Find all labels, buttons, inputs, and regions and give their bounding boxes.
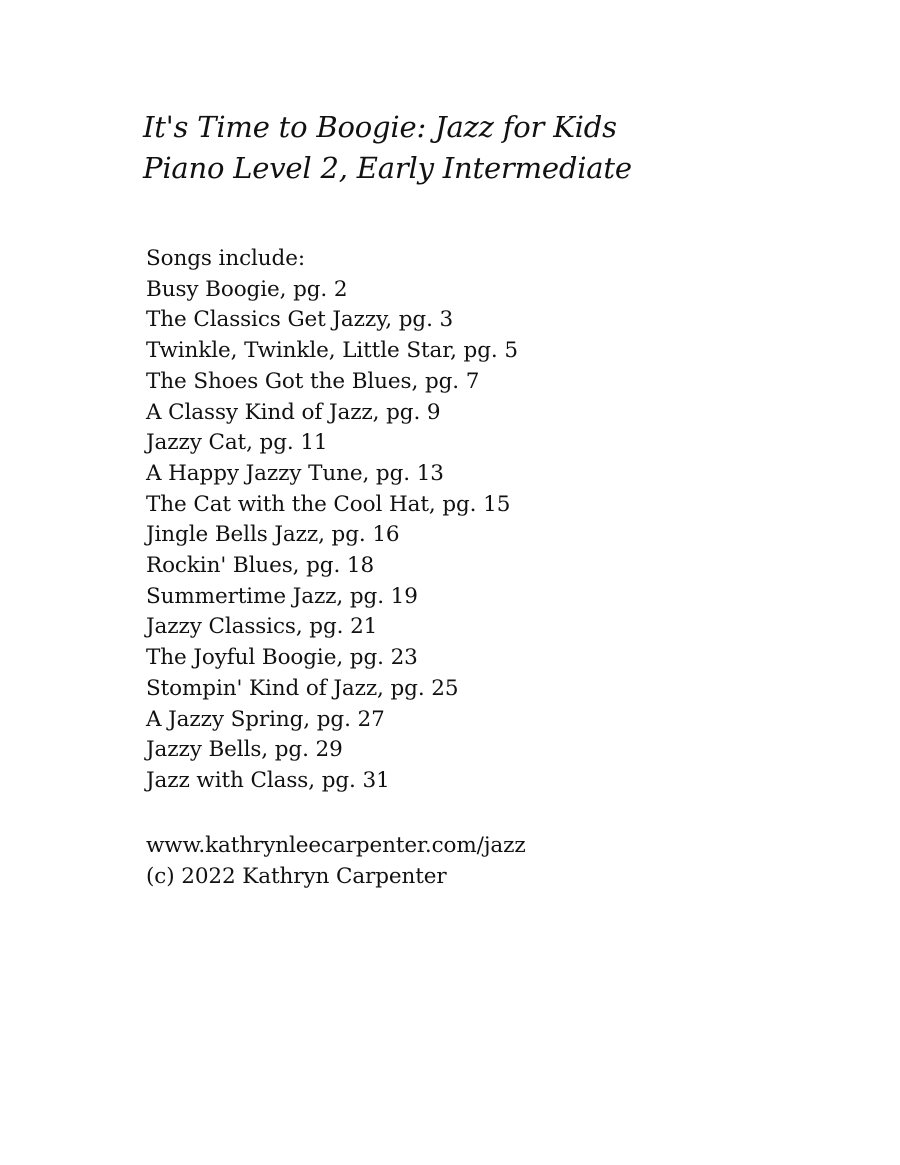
song-item: Jazz with Class, pg. 31: [146, 767, 390, 793]
song-item: Busy Boogie, pg. 2: [146, 276, 348, 302]
song-item: A Happy Jazzy Tune, pg. 13: [146, 460, 444, 486]
song-item: A Jazzy Spring, pg. 27: [146, 706, 385, 732]
song-item: Stompin' Kind of Jazz, pg. 25: [146, 675, 459, 701]
song-item: Rockin' Blues, pg. 18: [146, 553, 375, 579]
songs-heading: Songs include:: [146, 246, 305, 271]
song-item: Jazzy Bells, pg. 29: [146, 737, 343, 763]
footer-section: [146, 831, 846, 892]
song-item: Jingle Bells Jazz, pg. 16: [146, 522, 400, 548]
song-item: Twinkle, Twinkle, Little Star, pg. 5: [146, 338, 518, 364]
song-item: The Classics Get Jazzy, pg. 3: [146, 307, 454, 333]
website-url: www.kathrynleecarpenter.com/jazz: [146, 833, 526, 858]
song-list: [146, 275, 846, 797]
book-title: It's Time to Boogie: Jazz for Kids: [143, 110, 617, 144]
song-item: The Joyful Boogie, pg. 23: [146, 645, 418, 671]
song-item: The Cat with the Cool Hat, pg. 15: [146, 491, 511, 517]
song-item: Summertime Jazz, pg. 19: [146, 583, 418, 609]
title-block: [143, 107, 843, 189]
song-item: A Classy Kind of Jazz, pg. 9: [146, 399, 441, 425]
copyright-notice: (c) 2022 Kathryn Carpenter: [146, 863, 447, 889]
song-item: Jazzy Cat, pg. 11: [146, 430, 328, 456]
songs-section: [146, 244, 846, 797]
song-item: The Shoes Got the Blues, pg. 7: [146, 368, 480, 394]
song-item: Jazzy Classics, pg. 21: [146, 614, 378, 640]
book-subtitle: Piano Level 2, Early Intermediate: [143, 151, 632, 185]
